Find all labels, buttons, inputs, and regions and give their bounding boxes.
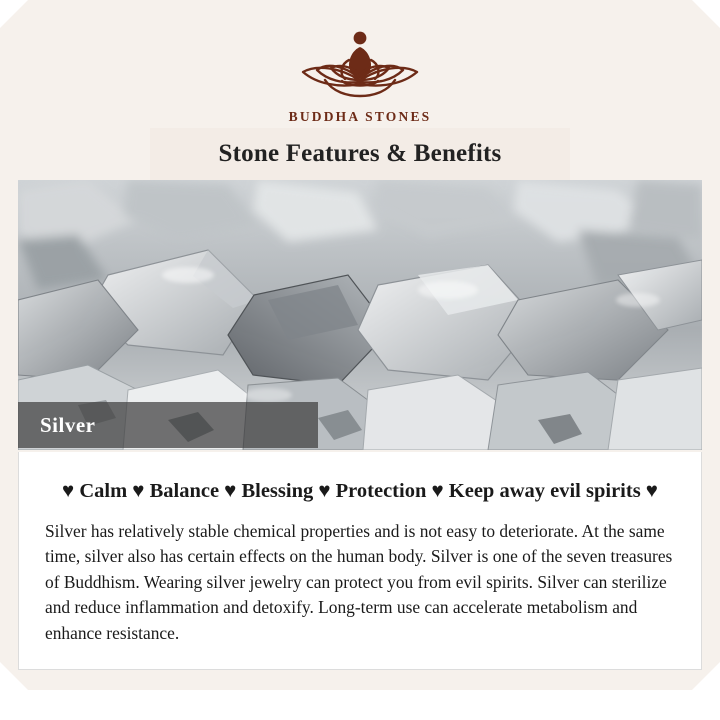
stone-name: Silver — [40, 412, 96, 437]
description-text: Silver has relatively stable chemical properties and is not easy to deteriorate. At the same time, silver also has certain effects on the human body. Silver is one of the seven treasures of Buddhism. Wearing silver jewelry can protect you from evil spirits. Silver can sterilize and reduce inflammation and detoxify. Long-term use can accelerate metabolism and enhance resistance. — [45, 521, 673, 643]
page-title: Stone Features & Benefits — [218, 140, 502, 167]
bottom-white-strip — [0, 690, 720, 720]
description-panel — [18, 452, 702, 670]
section-title-bar — [150, 128, 570, 180]
lotus-buddha-icon — [0, 22, 720, 105]
stone-name-tag — [18, 402, 318, 448]
brand-name: BUDDHA STONES — [288, 109, 432, 124]
keyword-line: ♥ Calm ♥ Balance ♥ Blessing ♥ Protection ♥ Keep away evil spirits ♥ — [62, 480, 658, 502]
brand-block — [0, 22, 720, 125]
